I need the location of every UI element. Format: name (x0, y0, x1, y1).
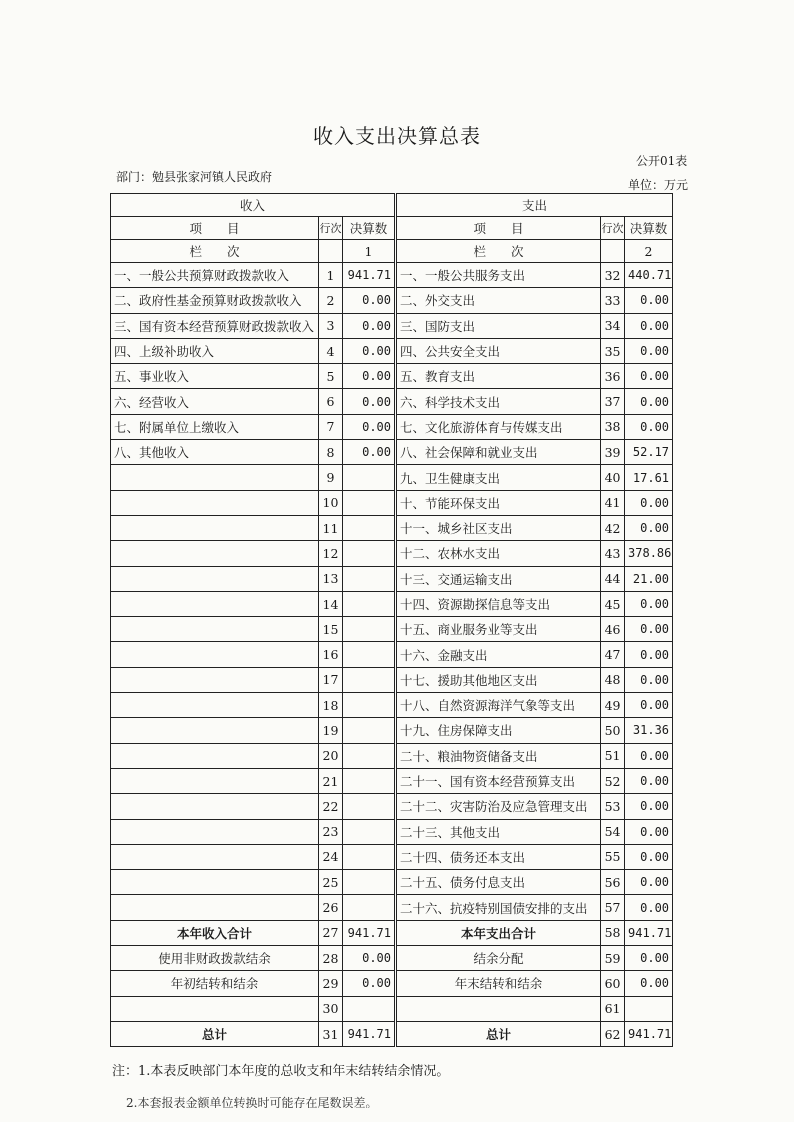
income-item-cell: 六、经营收入 (111, 389, 319, 414)
income-expenditure-table (110, 193, 673, 1047)
income-row-no-cell: 16 (319, 642, 343, 667)
income-amount-cell: 941.71 (343, 920, 396, 945)
income-row-no-cell: 29 (319, 971, 343, 996)
expenditure-item-cell: 二十一、国有资本经营预算支出 (396, 768, 601, 793)
section-header-row (111, 194, 673, 217)
table-row (111, 490, 673, 515)
income-item-cell (111, 617, 319, 642)
expenditure-amount-cell: 0.00 (625, 946, 673, 971)
table-row (111, 566, 673, 591)
expenditure-amount-cell: 0.00 (625, 515, 673, 540)
expenditure-item-cell: 二十三、其他支出 (396, 819, 601, 844)
expenditure-item-cell: 二十五、债务付息支出 (396, 870, 601, 895)
expenditure-amount-cell: 0.00 (625, 743, 673, 768)
expenditure-amount-cell: 0.00 (625, 667, 673, 692)
table-row (111, 718, 673, 743)
income-item-cell (111, 794, 319, 819)
expenditure-amount-cell: 0.00 (625, 870, 673, 895)
table-row (111, 263, 673, 288)
table-row (111, 313, 673, 338)
expenditure-amount-cell: 378.86 (625, 541, 673, 566)
expenditure-row-no-cell: 55 (601, 844, 625, 869)
expenditure-item-header: 项 目 (396, 217, 601, 240)
income-item-cell (111, 743, 319, 768)
income-amount-cell (343, 996, 396, 1021)
expenditure-row-no-cell: 60 (601, 971, 625, 996)
income-item-cell (111, 870, 319, 895)
expenditure-amount-cell: 31.36 (625, 718, 673, 743)
income-item-cell (111, 693, 319, 718)
expenditure-amount-cell: 0.00 (625, 313, 673, 338)
income-amount-cell (343, 870, 396, 895)
income-amount-cell (343, 844, 396, 869)
income-item-cell (111, 895, 319, 920)
expenditure-item-cell: 一、一般公共服务支出 (396, 263, 601, 288)
footnote-2: 2.本套报表金额单位转换时可能存在尾数误差。 (126, 1096, 378, 1108)
page-title: 收入支出决算总表 (313, 124, 481, 148)
table-row (111, 768, 673, 793)
expenditure-row-no-header: 行次 (601, 217, 625, 240)
income-amount-cell: 0.00 (343, 946, 396, 971)
income-item-cell (111, 642, 319, 667)
form-code: 公开01表 (636, 154, 688, 168)
income-row-no-cell: 25 (319, 870, 343, 895)
expenditure-item-cell: 十七、援助其他地区支出 (396, 667, 601, 692)
income-row-no-cell: 1 (319, 263, 343, 288)
expenditure-item-cell: 十二、农林水支出 (396, 541, 601, 566)
expenditure-row-no-cell: 57 (601, 895, 625, 920)
income-row-no-cell: 12 (319, 541, 343, 566)
income-amount-cell (343, 515, 396, 540)
expenditure-item-cell: 七、文化旅游体育与传媒支出 (396, 414, 601, 439)
expenditure-item-cell: 十一、城乡社区支出 (396, 515, 601, 540)
income-amount-cell (343, 617, 396, 642)
expenditure-item-cell: 四、公共安全支出 (396, 338, 601, 363)
expenditure-item-cell: 八、社会保障和就业支出 (396, 440, 601, 465)
expenditure-amount-cell: 0.00 (625, 971, 673, 996)
expenditure-amount-cell: 0.00 (625, 389, 673, 414)
expenditure-item-cell: 二、外交支出 (396, 288, 601, 313)
table-row (111, 617, 673, 642)
summary-row (111, 1021, 673, 1046)
expenditure-amount-cell: 0.00 (625, 642, 673, 667)
expenditure-item-cell: 二十六、抗疫特别国债安排的支出 (396, 895, 601, 920)
income-row-no-cell: 3 (319, 313, 343, 338)
expenditure-item-cell: 十六、金融支出 (396, 642, 601, 667)
expenditure-row-no-cell: 48 (601, 667, 625, 692)
expenditure-amount-cell: 941.71 (625, 920, 673, 945)
expenditure-item-cell: 十八、自然资源海洋气象等支出 (396, 693, 601, 718)
expenditure-row-no-cell: 52 (601, 768, 625, 793)
expenditure-header: 支出 (396, 194, 673, 217)
table-row (111, 414, 673, 439)
expenditure-row-no-cell: 35 (601, 338, 625, 363)
expenditure-item-cell: 二十四、债务还本支出 (396, 844, 601, 869)
income-item-cell (111, 591, 319, 616)
income-amount-cell: 0.00 (343, 364, 396, 389)
summary-row (111, 971, 673, 996)
income-item-cell: 五、事业收入 (111, 364, 319, 389)
expenditure-amount-cell: 941.71 (625, 1021, 673, 1046)
expenditure-row-no-cell: 38 (601, 414, 625, 439)
income-amount-cell: 0.00 (343, 313, 396, 338)
summary-row (111, 946, 673, 971)
expenditure-item-cell: 本年支出合计 (396, 920, 601, 945)
table-row (111, 440, 673, 465)
expenditure-amount-cell: 52.17 (625, 440, 673, 465)
income-item-cell: 使用非财政拨款结余 (111, 946, 319, 971)
income-row-no-cell: 22 (319, 794, 343, 819)
expenditure-item-cell: 十、节能环保支出 (396, 490, 601, 515)
expenditure-amount-cell: 0.00 (625, 895, 673, 920)
income-row-no-cell: 18 (319, 693, 343, 718)
expenditure-item-cell: 十五、商业服务业等支出 (396, 617, 601, 642)
empty-cell (319, 240, 343, 263)
column-index-row (111, 240, 673, 263)
table-row (111, 465, 673, 490)
income-item-cell: 总计 (111, 1021, 319, 1046)
income-amount-cell (343, 541, 396, 566)
income-item-cell (111, 768, 319, 793)
table-row (111, 389, 673, 414)
income-item-cell: 八、其他收入 (111, 440, 319, 465)
expenditure-amount-cell: 0.00 (625, 364, 673, 389)
income-amount-cell (343, 642, 396, 667)
income-row-no-cell: 19 (319, 718, 343, 743)
income-column-index: 1 (343, 240, 396, 263)
table-row (111, 743, 673, 768)
expenditure-amount-cell: 440.71 (625, 263, 673, 288)
table-row (111, 591, 673, 616)
income-amount-header: 决算数 (343, 217, 396, 240)
expenditure-item-cell: 六、科学技术支出 (396, 389, 601, 414)
expenditure-amount-cell: 0.00 (625, 794, 673, 819)
expenditure-row-no-cell: 42 (601, 515, 625, 540)
income-item-cell: 二、政府性基金预算财政拨款收入 (111, 288, 319, 313)
table-row (111, 642, 673, 667)
expenditure-row-no-cell: 58 (601, 920, 625, 945)
income-row-no-cell: 20 (319, 743, 343, 768)
table-row (111, 693, 673, 718)
income-amount-cell (343, 794, 396, 819)
unit-label: 单位：万元 (628, 178, 689, 192)
table-row (111, 515, 673, 540)
expenditure-amount-cell: 0.00 (625, 591, 673, 616)
department-label: 部门：勉县张家河镇人民政府 (116, 170, 273, 184)
income-item-cell: 三、国有资本经营预算财政拨款收入 (111, 313, 319, 338)
column-header-row (111, 217, 673, 240)
expenditure-amount-cell: 0.00 (625, 338, 673, 363)
expenditure-row-no-cell: 59 (601, 946, 625, 971)
income-row-no-cell: 24 (319, 844, 343, 869)
expenditure-row-no-cell: 56 (601, 870, 625, 895)
income-item-cell (111, 667, 319, 692)
expenditure-row-no-cell: 33 (601, 288, 625, 313)
expenditure-row-no-cell: 61 (601, 996, 625, 1021)
income-item-cell: 年初结转和结余 (111, 971, 319, 996)
table-row (111, 819, 673, 844)
expenditure-item-cell: 年末结转和结余 (396, 971, 601, 996)
expenditure-amount-cell: 0.00 (625, 844, 673, 869)
expenditure-item-cell: 三、国防支出 (396, 313, 601, 338)
income-row-no-cell: 9 (319, 465, 343, 490)
income-amount-cell (343, 566, 396, 591)
income-item-cell (111, 465, 319, 490)
table-row (111, 870, 673, 895)
income-row-no-cell: 26 (319, 895, 343, 920)
income-amount-cell: 941.71 (343, 1021, 396, 1046)
income-amount-cell (343, 465, 396, 490)
empty-cell (601, 240, 625, 263)
expenditure-amount-header: 决算数 (625, 217, 673, 240)
income-amount-cell (343, 768, 396, 793)
income-amount-cell: 0.00 (343, 338, 396, 363)
expenditure-column-label: 栏 次 (396, 240, 601, 263)
income-row-no-cell: 4 (319, 338, 343, 363)
income-amount-cell: 941.71 (343, 263, 396, 288)
income-amount-cell: 0.00 (343, 440, 396, 465)
income-row-no-header: 行次 (319, 217, 343, 240)
income-row-no-cell: 17 (319, 667, 343, 692)
income-amount-cell (343, 895, 396, 920)
income-item-cell: 本年收入合计 (111, 920, 319, 945)
income-row-no-cell: 27 (319, 920, 343, 945)
income-amount-cell (343, 490, 396, 515)
expenditure-row-no-cell: 36 (601, 364, 625, 389)
expenditure-row-no-cell: 34 (601, 313, 625, 338)
income-row-no-cell: 8 (319, 440, 343, 465)
table-row (111, 667, 673, 692)
income-row-no-cell: 10 (319, 490, 343, 515)
expenditure-row-no-cell: 50 (601, 718, 625, 743)
expenditure-row-no-cell: 39 (601, 440, 625, 465)
income-row-no-cell: 7 (319, 414, 343, 439)
income-item-cell (111, 490, 319, 515)
income-amount-cell (343, 718, 396, 743)
expenditure-row-no-cell: 41 (601, 490, 625, 515)
footnote-1: 注：1.本表反映部门本年度的总收支和年末结转结余情况。 (112, 1064, 450, 1079)
income-row-no-cell: 23 (319, 819, 343, 844)
income-item-cell (111, 566, 319, 591)
income-item-cell (111, 819, 319, 844)
expenditure-amount-cell: 0.00 (625, 490, 673, 515)
income-amount-cell: 0.00 (343, 288, 396, 313)
expenditure-amount-cell: 0.00 (625, 819, 673, 844)
income-item-cell: 七、附属单位上缴收入 (111, 414, 319, 439)
income-item-cell: 一、一般公共预算财政拨款收入 (111, 263, 319, 288)
expenditure-item-cell: 二十二、灾害防治及应急管理支出 (396, 794, 601, 819)
income-row-no-cell: 2 (319, 288, 343, 313)
income-row-no-cell: 5 (319, 364, 343, 389)
expenditure-row-no-cell: 51 (601, 743, 625, 768)
income-amount-cell: 0.00 (343, 389, 396, 414)
expenditure-column-index: 2 (625, 240, 673, 263)
expenditure-row-no-cell: 43 (601, 541, 625, 566)
expenditure-item-cell: 十九、住房保障支出 (396, 718, 601, 743)
expenditure-item-cell: 十三、交通运输支出 (396, 566, 601, 591)
income-amount-cell (343, 693, 396, 718)
expenditure-row-no-cell: 45 (601, 591, 625, 616)
expenditure-item-cell: 总计 (396, 1021, 601, 1046)
summary-row (111, 920, 673, 945)
expenditure-row-no-cell: 37 (601, 389, 625, 414)
income-item-cell (111, 515, 319, 540)
income-row-no-cell: 13 (319, 566, 343, 591)
expenditure-row-no-cell: 53 (601, 794, 625, 819)
income-row-no-cell: 30 (319, 996, 343, 1021)
expenditure-amount-cell: 0.00 (625, 288, 673, 313)
income-row-no-cell: 31 (319, 1021, 343, 1046)
income-item-cell (111, 996, 319, 1021)
expenditure-row-no-cell: 49 (601, 693, 625, 718)
expenditure-item-cell: 二十、粮油物资储备支出 (396, 743, 601, 768)
expenditure-amount-cell (625, 996, 673, 1021)
table-row (111, 338, 673, 363)
income-row-no-cell: 28 (319, 946, 343, 971)
income-header: 收入 (111, 194, 396, 217)
income-row-no-cell: 15 (319, 617, 343, 642)
expenditure-item-cell: 结余分配 (396, 946, 601, 971)
income-amount-cell: 0.00 (343, 971, 396, 996)
table-row (111, 895, 673, 920)
income-item-cell: 四、上级补助收入 (111, 338, 319, 363)
expenditure-row-no-cell: 44 (601, 566, 625, 591)
income-row-no-cell: 11 (319, 515, 343, 540)
income-column-label: 栏 次 (111, 240, 319, 263)
expenditure-amount-cell: 0.00 (625, 414, 673, 439)
expenditure-row-no-cell: 47 (601, 642, 625, 667)
expenditure-row-no-cell: 62 (601, 1021, 625, 1046)
expenditure-item-cell (396, 996, 601, 1021)
income-item-cell (111, 541, 319, 566)
expenditure-row-no-cell: 46 (601, 617, 625, 642)
income-amount-cell (343, 667, 396, 692)
expenditure-amount-cell: 0.00 (625, 617, 673, 642)
expenditure-row-no-cell: 40 (601, 465, 625, 490)
expenditure-row-no-cell: 32 (601, 263, 625, 288)
income-amount-cell (343, 819, 396, 844)
income-amount-cell (343, 743, 396, 768)
income-item-header: 项 目 (111, 217, 319, 240)
table-row (111, 844, 673, 869)
table-row (111, 541, 673, 566)
expenditure-item-cell: 五、教育支出 (396, 364, 601, 389)
expenditure-amount-cell: 17.61 (625, 465, 673, 490)
income-row-no-cell: 6 (319, 389, 343, 414)
expenditure-item-cell: 九、卫生健康支出 (396, 465, 601, 490)
income-item-cell (111, 718, 319, 743)
summary-row (111, 996, 673, 1021)
expenditure-amount-cell: 21.00 (625, 566, 673, 591)
expenditure-row-no-cell: 54 (601, 819, 625, 844)
income-row-no-cell: 21 (319, 768, 343, 793)
expenditure-amount-cell: 0.00 (625, 693, 673, 718)
income-row-no-cell: 14 (319, 591, 343, 616)
expenditure-amount-cell: 0.00 (625, 768, 673, 793)
expenditure-item-cell: 十四、资源勘探信息等支出 (396, 591, 601, 616)
income-item-cell (111, 844, 319, 869)
table-row (111, 794, 673, 819)
table-row (111, 288, 673, 313)
income-amount-cell (343, 591, 396, 616)
table-row (111, 364, 673, 389)
income-amount-cell: 0.00 (343, 414, 396, 439)
